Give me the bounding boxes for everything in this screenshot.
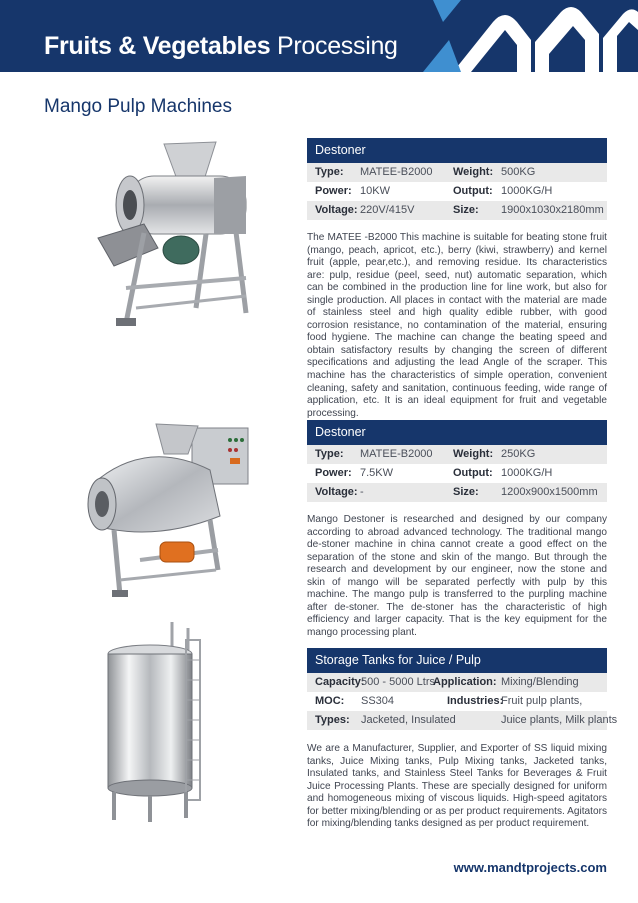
spec-label: Power: [315, 185, 352, 197]
spec-value: 1000KG/H [501, 185, 553, 197]
spec-row [307, 163, 607, 182]
spec-value: 1200x900x1500mm [501, 486, 598, 498]
spec-label: Size: [453, 204, 479, 216]
spec-row [307, 182, 607, 201]
product-description: The MATEE -B2000 This machine is suitable for beating stone fruit (mango, peach, apricot, etc.), berry (kiwi, strawberry) and kernel fruit (apple, pear,etc.), and removing residue. Its characteristics are: pulp, residue (peel, seed, nut) automatic separation, which can be combined in the production line for line work, but also for single production. All places in contact with the material are made of stainless steel and high quality edible rubber, with good corrosion resistance, no contamination of the material, ensuring food hygiene. The machine can change the beating speed and obtain satisfactory results by changing the screen of different specifications and adjusting the lead Angle of the scraper. This machine has the characteristics of simple operation, convenient cleaning, safety and sanitation, continuous feeding, wide range of application, etc. It is an ideal equipment for fruit and vegetable processing. [307, 232, 607, 419]
destoner-machine-1-image [86, 138, 296, 333]
spec-label: Weight: [453, 166, 494, 178]
spec-value: 220V/415V [360, 204, 415, 216]
spec-row [307, 692, 607, 711]
page-header [0, 0, 638, 72]
page-title [44, 32, 398, 61]
spec-label: Weight: [453, 448, 494, 460]
spec-value: 7.5KW [360, 467, 394, 479]
spec-label: Type: [315, 448, 344, 460]
spec-row [307, 464, 607, 483]
spec-label: Capacity: [315, 676, 365, 688]
section-title: Mango Pulp Machines [44, 96, 232, 117]
spec-label: Types: [315, 714, 350, 726]
title-bold: Fruits & Vegetables [44, 32, 271, 60]
brand-logo-icon [423, 0, 638, 72]
spec-row [307, 673, 607, 692]
title-light: Processing [276, 32, 398, 60]
spec-label: Application: [433, 676, 497, 688]
spec-table-destoner-2 [307, 420, 607, 502]
spec-table-heading: Destoner [307, 420, 607, 445]
spec-value: 250KG [501, 448, 536, 460]
product-description: We are a Manufacturer, Supplier, and Exporter of SS liquid mixing tanks, Juice Mixing tanks, Pulp Mixing tanks, Jacketed tanks, Insulated tanks, and Stainless Steel Tanks for Beverages & Fruit Juice Processing Plants. These are specially designed for uniform and homogeneous mixing of viscous liquids. High-speed agitators for better mixing/blending or as per product requirements. Agitators for mixing/blending tanks designed as per product requirement. [307, 743, 607, 830]
spec-label: Output: [453, 467, 493, 479]
spec-row [307, 201, 607, 220]
spec-label: MOC: [315, 695, 345, 707]
spec-row [307, 483, 607, 502]
spec-label: Industries: [447, 695, 504, 707]
spec-value: 10KW [360, 185, 390, 197]
website-link[interactable]: www.mandtprojects.com [453, 860, 607, 875]
spec-value: Mixing/Blending [501, 676, 579, 688]
spec-value: - [360, 486, 364, 498]
spec-row [307, 445, 607, 464]
spec-table-destoner-1 [307, 138, 607, 220]
spec-value: 500 - 5000 Ltrs [361, 676, 435, 688]
spec-label: Voltage: [315, 486, 358, 498]
spec-label: Size: [453, 486, 479, 498]
spec-label: Voltage: [315, 204, 358, 216]
spec-table-storage-tanks [307, 648, 618, 730]
spec-value: 500KG [501, 166, 536, 178]
destoner-machine-2-image [80, 420, 300, 605]
spec-table-heading: Storage Tanks for Juice / Pulp [307, 648, 607, 673]
spec-value: Juice plants, Milk plants [501, 714, 618, 726]
spec-value: 1900x1030x2180mm [501, 204, 604, 216]
spec-label: Type: [315, 166, 344, 178]
spec-value: MATEE-B2000 [360, 166, 433, 178]
product-description: Mango Destoner is researched and designed by our company according to abroad advanced technology. The traditional mango de-stoner machine in china cannot create a good effect on the separation of the stone and skin of the mango. But through the research and development by our engineer, now the stone and skin of mango will be separated perfectly with pulp by this machine. The mango pulp is transferred to the purpling machine after de-stoner. The de-stoner has the characteristic of high efficiency and larger capacity. That is the key equipment for the mango processing plant. [307, 514, 607, 638]
stainless-storage-tank-image [100, 620, 215, 825]
spec-value: 1000KG/H [501, 467, 553, 479]
spec-value: Fruit pulp plants, [501, 695, 583, 707]
spec-label: Power: [315, 467, 352, 479]
spec-label: Output: [453, 185, 493, 197]
spec-value: MATEE-B2000 [360, 448, 433, 460]
spec-value: SS304 [361, 695, 395, 707]
spec-table-heading: Destoner [307, 138, 607, 163]
spec-row [307, 711, 618, 730]
spec-value: Jacketed, Insulated [361, 714, 456, 726]
